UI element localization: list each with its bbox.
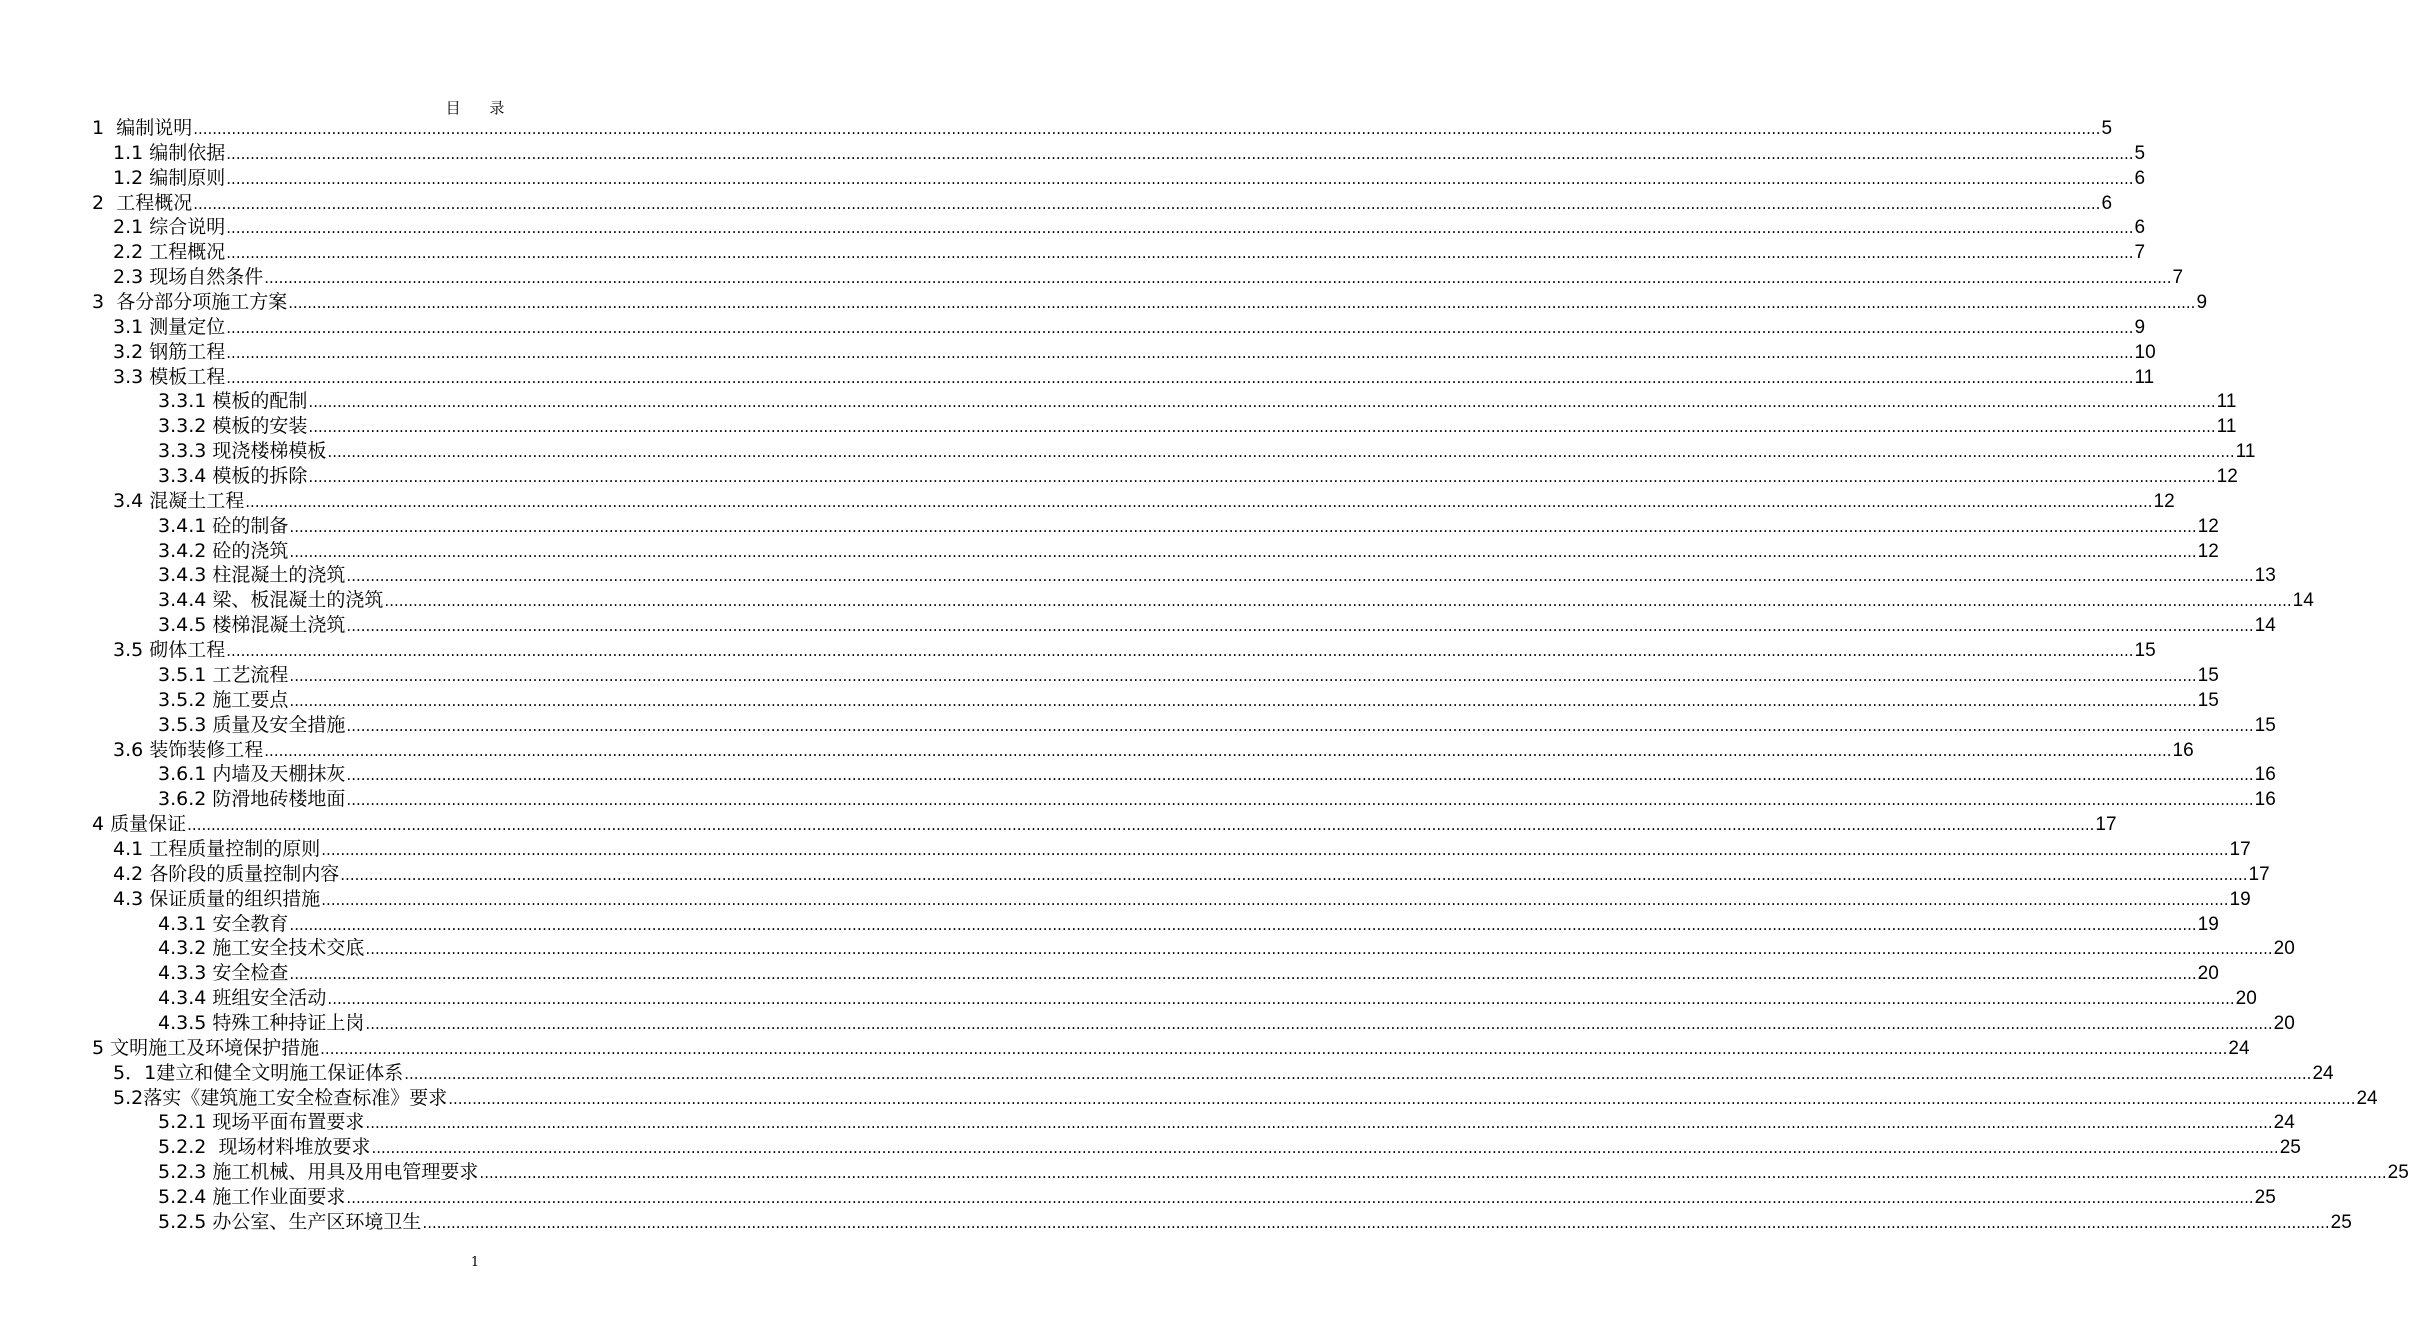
- toc-dot-leader: ................................................................................................................................................................................................................................................................................................................................................................................................................: [226, 318, 2134, 337]
- toc-entry-number: 5.2.5: [158, 1210, 207, 1233]
- toc-entry-number: 3: [92, 291, 105, 314]
- toc-entry[interactable]: [92, 191, 2113, 216]
- toc-dot-leader: ................................................................................................................................................................................................................................................................................................................................................................................................................: [193, 120, 2101, 138]
- toc-entry-label: [158, 514, 288, 539]
- toc-entry-title: 工艺流程: [212, 663, 289, 686]
- toc-entry-page: 20: [2273, 1012, 2295, 1034]
- toc-entry-number: 3.6.2: [158, 788, 207, 811]
- toc-dot-leader: ................................................................................................................................................................................................................................................................................................................................................................................................................: [346, 766, 2254, 785]
- toc-entry-page: 11: [2216, 391, 2237, 413]
- toc-entry-label: [113, 738, 263, 763]
- toc-dot-leader: ................................................................................................................................................................................................................................................................................................................................................................................................................: [187, 816, 2095, 835]
- toc-entry-label: [158, 1160, 478, 1185]
- toc-entry-label: [158, 986, 326, 1011]
- toc-entry-page: 11: [2134, 366, 2155, 388]
- toc-entry-label: [158, 389, 307, 414]
- toc-entry-page: 19: [2229, 888, 2251, 910]
- toc-entry-title: 柱混凝土的浇筑: [212, 564, 346, 587]
- toc-dot-leader: ................................................................................................................................................................................................................................................................................................................................................................................................................: [308, 468, 2216, 487]
- toc-entry-title: 梁、板混凝土的浇筑: [212, 589, 384, 612]
- toc-dot-leader: ................................................................................................................................................................................................................................................................................................................................................................................................................: [479, 1164, 2387, 1183]
- toc-dot-leader: ................................................................................................................................................................................................................................................................................................................................................................................................................: [226, 368, 2134, 387]
- toc-entry[interactable]: [92, 812, 2117, 837]
- toc-dot-leader: ................................................................................................................................................................................................................................................................................................................................................................................................................: [288, 294, 2196, 313]
- toc-entry-number: 5.2.2: [158, 1136, 207, 1159]
- toc-entry-title: 编制依据: [149, 141, 226, 164]
- toc-entry-title: 砼的浇筑: [212, 539, 289, 562]
- toc-entry-title: 各分部分项施工方案: [116, 291, 288, 314]
- toc-entry-title: 质量及安全措施: [212, 713, 346, 736]
- toc-dot-leader: ................................................................................................................................................................................................................................................................................................................................................................................................................: [365, 1014, 2273, 1033]
- toc-dot-leader: ................................................................................................................................................................................................................................................................................................................................................................................................................: [289, 691, 2197, 710]
- toc-dot-leader: ................................................................................................................................................................................................................................................................................................................................................................................................................: [226, 343, 2134, 362]
- toc-entry[interactable]: [158, 1160, 2409, 1185]
- toc-dot-leader: ................................................................................................................................................................................................................................................................................................................................................................................................................: [289, 915, 2197, 934]
- toc-entry-label: [113, 240, 225, 265]
- toc-entry-page: 17: [2095, 814, 2117, 836]
- toc-entry[interactable]: [158, 389, 2237, 414]
- toc-entry-label: [158, 1110, 364, 1135]
- toc-entry-page: 25: [2387, 1162, 2409, 1184]
- toc-entry-label: [113, 862, 339, 887]
- toc-entry[interactable]: [113, 365, 2155, 390]
- toc-entry-number: 3.3.1: [158, 390, 207, 413]
- toc-entry-label: [92, 116, 192, 141]
- toc-entry[interactable]: [113, 638, 2156, 663]
- toc-entry[interactable]: [158, 912, 2219, 937]
- toc-entry-page: 7: [2134, 242, 2146, 264]
- toc-entry-page: 9: [2196, 292, 2208, 314]
- toc-entry-number: 5.2: [113, 1086, 144, 1109]
- toc-entry-title: 班组安全活动: [212, 987, 327, 1010]
- toc-entry[interactable]: [158, 1185, 2276, 1210]
- toc-entry-number: 4.3.2: [158, 937, 207, 960]
- toc-entry-page: 20: [2273, 938, 2295, 960]
- toc-dot-leader: ................................................................................................................................................................................................................................................................................................................................................................................................................: [448, 1089, 2356, 1108]
- toc-entry-number: 1: [92, 117, 105, 139]
- toc-entry-title: 砌体工程: [149, 639, 226, 662]
- toc-entry-title: 质量保证: [110, 813, 187, 836]
- toc-entry-label: [113, 365, 225, 390]
- toc-entry[interactable]: [113, 738, 2194, 763]
- toc-entry-number: 5.2.1: [158, 1111, 207, 1134]
- toc-entry-title: 施工机械、用具及用电管理要求: [212, 1161, 479, 1184]
- toc-entry-title: 钢筋工程: [149, 340, 226, 363]
- toc-entry-title: 保证质量的组织措施: [149, 887, 321, 910]
- toc-entry-number: 3.4.5: [158, 614, 207, 637]
- toc-entry-label: [113, 265, 263, 290]
- toc-entry-number: 2.1: [113, 216, 144, 239]
- toc-entry-number: 4.3.5: [158, 1011, 207, 1034]
- toc-entry-page: 15: [2254, 714, 2276, 736]
- toc-entry-title: 装饰装修工程: [149, 738, 264, 761]
- toc-dot-leader: ................................................................................................................................................................................................................................................................................................................................................................................................................: [193, 194, 2101, 213]
- toc-dot-leader: ................................................................................................................................................................................................................................................................................................................................................................................................................: [308, 393, 2216, 412]
- toc-entry-title: 编制原则: [149, 166, 226, 189]
- toc-entry-label: [158, 414, 307, 439]
- toc-dot-leader: ................................................................................................................................................................................................................................................................................................................................................................................................................: [327, 443, 2235, 462]
- toc-entry-title: 工程概况: [149, 241, 226, 264]
- toc-entry[interactable]: [158, 563, 2276, 588]
- toc-title: 目 录: [445, 99, 517, 117]
- toc-entry-title: 模板的拆除: [212, 465, 308, 488]
- toc-entry-page: 6: [2134, 217, 2146, 239]
- toc-dot-leader: ................................................................................................................................................................................................................................................................................................................................................................................................................: [289, 542, 2197, 561]
- toc-entry-page: 11: [2216, 416, 2237, 438]
- toc-entry[interactable]: [158, 514, 2219, 539]
- toc-entry-page: 20: [2235, 988, 2257, 1010]
- toc-dot-leader: ................................................................................................................................................................................................................................................................................................................................................................................................................: [226, 144, 2134, 163]
- toc-dot-leader: ................................................................................................................................................................................................................................................................................................................................................................................................................: [264, 269, 2172, 288]
- toc-entry-title: 内墙及天棚抹灰: [212, 763, 346, 786]
- toc-entry-title: 编制说明: [116, 117, 193, 139]
- toc-entry-title: 文明施工及环境保护措施: [110, 1036, 320, 1059]
- toc-entry-page: 16: [2254, 764, 2276, 786]
- toc-entry-number: 3.3: [113, 365, 144, 388]
- toc-entry[interactable]: [158, 787, 2276, 812]
- toc-dot-leader: ................................................................................................................................................................................................................................................................................................................................................................................................................: [289, 517, 2197, 536]
- toc-entry-number: 3.3.4: [158, 465, 207, 488]
- toc-dot-leader: ................................................................................................................................................................................................................................................................................................................................................................................................................: [226, 219, 2134, 238]
- toc-entry-page: 25: [2254, 1186, 2276, 1208]
- toc-entry-label: [158, 539, 288, 564]
- toc-entry-number: 4.3.4: [158, 987, 207, 1010]
- toc-entry-label: [158, 688, 288, 713]
- toc-entry-title: 测量定位: [149, 315, 226, 338]
- toc-entry-page: 17: [2229, 838, 2251, 860]
- toc-entry-label: [113, 315, 225, 340]
- toc-entry-label: [92, 191, 192, 216]
- toc-entry-number: 5．1: [113, 1061, 157, 1084]
- toc-dot-leader: ................................................................................................................................................................................................................................................................................................................................................................................................................: [365, 940, 2273, 959]
- toc-entry[interactable]: [158, 588, 2314, 613]
- toc-entry-page: 7: [2172, 267, 2184, 289]
- toc-dot-leader: ................................................................................................................................................................................................................................................................................................................................................................................................................: [226, 642, 2134, 661]
- toc-entry-label: [92, 812, 186, 837]
- toc-entry-page: 15: [2197, 664, 2219, 686]
- toc-entry[interactable]: [158, 414, 2237, 439]
- toc-entry-label: [158, 936, 364, 961]
- toc-entry[interactable]: [92, 1036, 2250, 1061]
- toc-entry[interactable]: [113, 141, 2146, 166]
- toc-entry-label: [158, 613, 345, 638]
- toc-entry[interactable]: [158, 539, 2219, 564]
- toc-dot-leader: ................................................................................................................................................................................................................................................................................................................................................................................................................: [327, 990, 2235, 1009]
- toc-entry-number: 1.1: [113, 141, 144, 164]
- toc-dot-leader: ................................................................................................................................................................................................................................................................................................................................................................................................................: [264, 741, 2172, 760]
- toc-entry[interactable]: [113, 340, 2156, 365]
- toc-entry-label: [158, 762, 345, 787]
- toc-entry-number: 3.3.3: [158, 440, 207, 463]
- toc-dot-leader: ................................................................................................................................................................................................................................................................................................................................................................................................................: [404, 1064, 2312, 1083]
- toc-entry-label: [113, 1086, 447, 1111]
- toc-entry[interactable]: [158, 663, 2219, 688]
- toc-entry-title: 建立和健全文明施工保证体系: [156, 1061, 404, 1084]
- toc-entry-title: 现浇楼梯模板: [212, 440, 327, 463]
- toc-entry[interactable]: [158, 613, 2276, 638]
- toc-entry-number: 5: [92, 1036, 105, 1059]
- toc-dot-leader: ................................................................................................................................................................................................................................................................................................................................................................................................................: [308, 418, 2216, 437]
- toc-entry-label: [158, 912, 288, 937]
- toc-entry[interactable]: [113, 166, 2146, 191]
- toc-entry[interactable]: [113, 887, 2251, 912]
- toc-entry-label: [158, 663, 288, 688]
- toc-dot-leader: ................................................................................................................................................................................................................................................................................................................................................................................................................: [365, 1114, 2273, 1133]
- toc-entry-number: 3.6.1: [158, 763, 207, 786]
- toc-entry-number: 3.4.4: [158, 589, 207, 612]
- toc-entry-label: [158, 439, 326, 464]
- toc-entry-number: 3.1: [113, 315, 144, 338]
- toc-entry-number: 3.6: [113, 738, 144, 761]
- toc-entry-page: 14: [2292, 590, 2314, 612]
- toc-entry[interactable]: [158, 1135, 2301, 1160]
- toc-entry-page: 24: [2356, 1087, 2378, 1109]
- toc-entry[interactable]: [158, 961, 2219, 986]
- toc-dot-leader: ................................................................................................................................................................................................................................................................................................................................................................................................................: [346, 617, 2254, 636]
- toc-entry-title: 砼的制备: [212, 514, 289, 537]
- toc-entry-number: 1.2: [113, 166, 144, 189]
- toc-entry-page: 12: [2197, 515, 2219, 537]
- toc-entry-page: 10: [2134, 341, 2156, 363]
- toc-entry-number: 3.4: [113, 489, 144, 512]
- toc-dot-leader: ................................................................................................................................................................................................................................................................................................................................................................................................................: [346, 567, 2254, 586]
- toc-entry-label: [158, 588, 383, 613]
- toc-entry-page: 15: [2134, 640, 2156, 662]
- toc-entry-number: 2.3: [113, 266, 144, 289]
- toc-entry-page: 12: [2197, 540, 2219, 562]
- toc-entry[interactable]: [158, 688, 2219, 713]
- toc-entry-title: 施工作业面要求: [212, 1185, 346, 1208]
- toc-entry-title: 防滑地砖楼地面: [212, 788, 346, 811]
- toc-dot-leader: ................................................................................................................................................................................................................................................................................................................................................................................................................: [245, 492, 2153, 511]
- toc-entry-page: 5: [2101, 118, 2113, 139]
- toc-dot-leader: ................................................................................................................................................................................................................................................................................................................................................................................................................: [346, 1188, 2254, 1207]
- toc-entry-number: 4.1: [113, 837, 144, 860]
- toc-entry-label: [113, 489, 244, 514]
- toc-entry[interactable]: [92, 116, 2113, 141]
- toc-entry-label: [158, 787, 345, 812]
- toc-entry[interactable]: [158, 1210, 2352, 1235]
- toc-entry[interactable]: [158, 986, 2257, 1011]
- toc-entry-label: [113, 141, 225, 166]
- toc-entry-title: 工程质量控制的原则: [149, 837, 321, 860]
- toc-dot-leader: ................................................................................................................................................................................................................................................................................................................................................................................................................: [371, 1139, 2279, 1158]
- toc-entry-label: [113, 215, 225, 240]
- toc-entry[interactable]: [158, 936, 2295, 961]
- toc-entry-number: 3.5.3: [158, 713, 207, 736]
- toc-entry-page: 9: [2134, 316, 2146, 338]
- toc-entry[interactable]: [113, 1061, 2334, 1086]
- toc-entry-page: 17: [2248, 863, 2270, 885]
- toc-dot-leader: ................................................................................................................................................................................................................................................................................................................................................................................................................: [346, 791, 2254, 810]
- toc-entry-number: 3.2: [113, 340, 144, 363]
- toc-entry[interactable]: [113, 265, 2184, 290]
- toc-entry[interactable]: [113, 837, 2251, 862]
- toc-entry-page: 20: [2197, 963, 2219, 985]
- toc-entry[interactable]: [158, 464, 2238, 489]
- toc-entry-page: 6: [2101, 192, 2113, 214]
- toc-entry-page: 25: [2330, 1211, 2352, 1233]
- toc-entry-label: [158, 464, 307, 489]
- toc-entry-title: 工程概况: [116, 191, 193, 214]
- toc-entry-page: 24: [2312, 1062, 2334, 1084]
- toc-entry[interactable]: [158, 762, 2276, 787]
- toc-dot-leader: ................................................................................................................................................................................................................................................................................................................................................................................................................: [340, 865, 2248, 884]
- toc-entry-title: 施工安全技术交底: [212, 937, 365, 960]
- toc-entry-title: 办公室、生产区环境卫生: [212, 1210, 422, 1233]
- toc-dot-leader: ................................................................................................................................................................................................................................................................................................................................................................................................................: [384, 592, 2292, 611]
- toc-entry-label: [158, 1185, 345, 1210]
- toc-entry[interactable]: [113, 215, 2146, 240]
- toc-entry-label: [113, 166, 225, 191]
- toc-entry-number: 4.3: [113, 887, 144, 910]
- toc-entry[interactable]: [113, 862, 2270, 887]
- toc-dot-leader: ................................................................................................................................................................................................................................................................................................................................................................................................................: [321, 840, 2229, 859]
- toc-entry-label: [158, 1011, 364, 1036]
- toc-entry-label: [113, 1061, 403, 1086]
- toc-entry-number: 3.5.2: [158, 688, 207, 711]
- toc-entry-page: 24: [2273, 1112, 2295, 1134]
- toc-entry-title: 综合说明: [149, 216, 226, 239]
- toc-entry-title: 各阶段的质量控制内容: [149, 862, 340, 885]
- toc-dot-leader: ................................................................................................................................................................................................................................................................................................................................................................................................................: [320, 1039, 2228, 1058]
- toc-entry-page: 25: [2279, 1137, 2301, 1159]
- toc-entry-title: 特殊工种持证上岗: [212, 1011, 365, 1034]
- toc-entry-page: 13: [2254, 565, 2276, 587]
- toc-entry-label: [113, 837, 320, 862]
- toc-entry-number: 4.3.3: [158, 962, 207, 985]
- toc-entry-page: 16: [2254, 789, 2276, 811]
- toc-entry[interactable]: [113, 240, 2146, 265]
- toc-entry-page: 14: [2254, 615, 2276, 637]
- toc-entry-number: 3.5: [113, 639, 144, 662]
- toc-entry-label: [92, 290, 287, 315]
- toc-entry[interactable]: [113, 489, 2175, 514]
- toc-dot-leader: ................................................................................................................................................................................................................................................................................................................................................................................................................: [289, 965, 2197, 984]
- toc-entry-number: 3.4.2: [158, 539, 207, 562]
- toc-entry-label: [158, 563, 345, 588]
- toc-entry-page: 12: [2153, 490, 2175, 512]
- toc-entry[interactable]: [158, 713, 2276, 738]
- toc-dot-leader: ................................................................................................................................................................................................................................................................................................................................................................................................................: [321, 890, 2229, 909]
- toc-entry-title: 现场平面布置要求: [212, 1111, 365, 1134]
- toc-entry-number: 4.3.1: [158, 912, 207, 935]
- toc-entry[interactable]: [158, 1110, 2295, 1135]
- toc-entry[interactable]: [113, 1086, 2378, 1111]
- toc-dot-leader: ................................................................................................................................................................................................................................................................................................................................................................................................................: [422, 1213, 2330, 1232]
- toc-entry-title: 落实《建筑施工安全检查标准》要求: [143, 1086, 448, 1109]
- toc-entry-title: 施工要点: [212, 688, 289, 711]
- toc-entry-page: 6: [2134, 167, 2146, 189]
- page-number: 1: [470, 1255, 480, 1270]
- toc-entry-title: 现场材料堆放要求: [218, 1136, 371, 1159]
- toc-entry-page: 16: [2172, 739, 2194, 761]
- toc-entry-number: 4: [92, 813, 105, 836]
- toc-entry-page: 11: [2235, 441, 2256, 463]
- toc-entry-number: 2: [92, 191, 105, 214]
- toc-entry-page: 24: [2228, 1037, 2250, 1059]
- toc-entry-label: [158, 1135, 370, 1160]
- toc-entry-title: 安全教育: [212, 912, 289, 935]
- toc-entry-label: [92, 1036, 319, 1061]
- toc-entry-page: 19: [2197, 913, 2219, 935]
- toc-entry-label: [158, 713, 345, 738]
- toc-entry-number: 3.4.1: [158, 514, 207, 537]
- toc-dot-leader: ................................................................................................................................................................................................................................................................................................................................................................................................................: [346, 716, 2254, 735]
- toc-entry[interactable]: [158, 439, 2256, 464]
- toc-entry-page: 15: [2197, 689, 2219, 711]
- toc-entry-title: 模板的安装: [212, 415, 308, 438]
- toc-entry-number: 5.2.3: [158, 1161, 207, 1184]
- toc-entry-number: 2.2: [113, 241, 144, 264]
- toc-entry[interactable]: [113, 315, 2146, 340]
- toc-dot-leader: ................................................................................................................................................................................................................................................................................................................................................................................................................: [226, 244, 2134, 263]
- toc-entry-number: 3.5.1: [158, 663, 207, 686]
- toc-entry-title: 混凝土工程: [149, 489, 245, 512]
- toc-entry-label: [113, 340, 225, 365]
- toc-entry-label: [158, 961, 288, 986]
- toc-entry-number: 3.4.3: [158, 564, 207, 587]
- toc-entry-page: 5: [2134, 142, 2146, 164]
- toc-entry-label: [113, 887, 320, 912]
- toc-dot-leader: ................................................................................................................................................................................................................................................................................................................................................................................................................: [226, 169, 2134, 188]
- toc-entry-title: 安全检查: [212, 962, 289, 985]
- toc-entry-title: 模板工程: [149, 365, 226, 388]
- toc-entry[interactable]: [158, 1011, 2295, 1036]
- toc-entry-number: 4.2: [113, 862, 144, 885]
- toc-entry-title: 现场自然条件: [149, 266, 264, 289]
- toc-entry-title: 模板的配制: [212, 390, 308, 413]
- toc-entry-label: [113, 638, 225, 663]
- toc-entry-title: 楼梯混凝土浇筑: [212, 614, 346, 637]
- toc-entry-label: [158, 1210, 421, 1235]
- toc-dot-leader: ................................................................................................................................................................................................................................................................................................................................................................................................................: [289, 666, 2197, 685]
- toc-entry-number: 5.2.4: [158, 1185, 207, 1208]
- toc-entry-page: 12: [2216, 466, 2238, 488]
- toc-entry-number: 3.3.2: [158, 415, 207, 438]
- toc-entry[interactable]: [92, 290, 2208, 315]
